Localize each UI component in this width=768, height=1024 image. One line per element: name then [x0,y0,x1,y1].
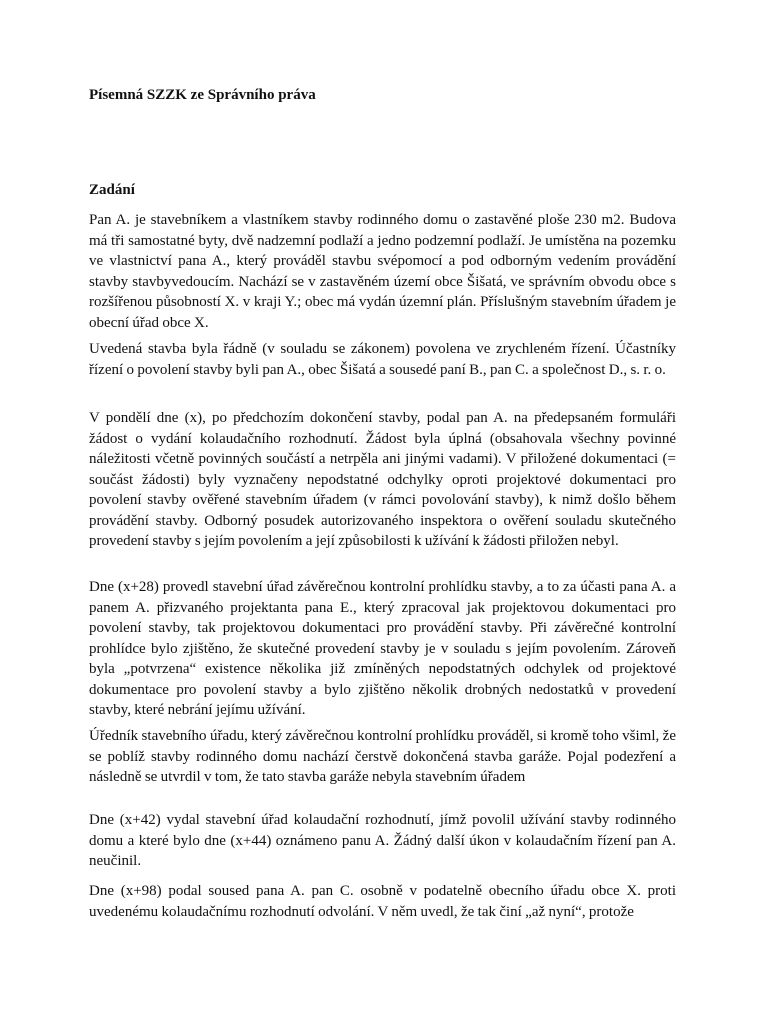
paragraph: Dne (x+42) vydal stavební úřad kolaudační rozhodnutí, jímž povolil užívání stavby rodinného domu a které bylo dne (x+44) oznámeno panu A. Žádný další úkon v kolaudačním řízení pan A. neučinil. [89,812,676,869]
paragraph: Dne (x+28) provedl stavební úřad závěrečnou kontrolní prohlídku stavby, a to za účasti pana A. a panem A. přizvaného projektanta pana E., který zpracoval jak projektovou dokumentaci pro povolení stavby, tak projektovou dokumentaci pro provádění stavby. Při závěrečné kontrolní prohlídce bylo zjištěno, že skutečné provedení stavby je v souladu s jejím povolením. Zároveň byla „potvrzena“ existence několika již zmíněných nepodstatných odchylek od projektové dokumentace pro povolení stavby a bylo zjištěno několik drobných nedostatků v provedení stavby, které nebrání jejímu užívání. [89,579,676,718]
paragraph: Uvedená stavba byla řádně (v souladu se zákonem) povolena ve zrychleném řízení. Účastníky řízení o povolení stavby byli pan A., obec Šišatá a sousedé paní B., pan C. a společnost D., s. r. o. [89,341,676,378]
paragraph: Úředník stavebního úřadu, který závěrečnou kontrolní prohlídku prováděl, si kromě toho všiml, že se poblíž stavby rodinného domu nachází čerstvě dokončená stavba garáže. Pojal podezření a následně se utvrdil v tom, že tato stavba garáže nebyla stavebním úřadem [89,728,676,785]
paragraph: Dne (x+98) podal soused pana A. pan C. osobně v podatelně obecního úřadu obce X. proti uvedenému kolaudačnímu rozhodnutí odvolání. V něm uvedl, že tak činí „až nyní“, protože [89,883,676,920]
paragraph: Pan A. je stavebníkem a vlastníkem stavby rodinného domu o zastavěné ploše 230 m2. Budova má tři samostatné byty, dvě nadzemní podlaží a jedno podzemní podlaží. Je umístěna na pozemku ve vlastnictví pana A., který prováděl stavbu svépomocí a pod odborným vedením provádění stavby stavbyvedoucím. Nachází se v zastavěném území obce Šišatá, ve správním obvodu obce s rozšířenou působností X. v kraji Y.; obec má vydán územní plán. Příslušným stavebním úřadem je obecní úřad obce X. [89,212,676,331]
paragraph: V pondělí dne (x), po předchozím dokončení stavby, podal pan A. na předepsaném formuláři žádost o vydání kolaudačního rozhodnutí. Žádost byla úplná (obsahovala všechny povinné náležitosti včetně povinných součástí a netrpěla ani jinými vadami). V přiložené dokumentaci (= součást žádosti) byly vyznačeny nepodstatné odchylky oproti projektové dokumentaci pro povolení stavby ověřené stavebním úřadem (v rámci povolování stavby), k nimž došlo během provádění stavby. Odborný posudek autorizovaného inspektora o ověření souladu skutečného provedení stavby s jejím povolením a její způsobilosti k užívání k žádosti přiložen nebyl. [89,410,676,549]
document-title: Písemná SZZK ze Správního práva [89,87,316,103]
section-heading: Zadání [89,182,135,198]
